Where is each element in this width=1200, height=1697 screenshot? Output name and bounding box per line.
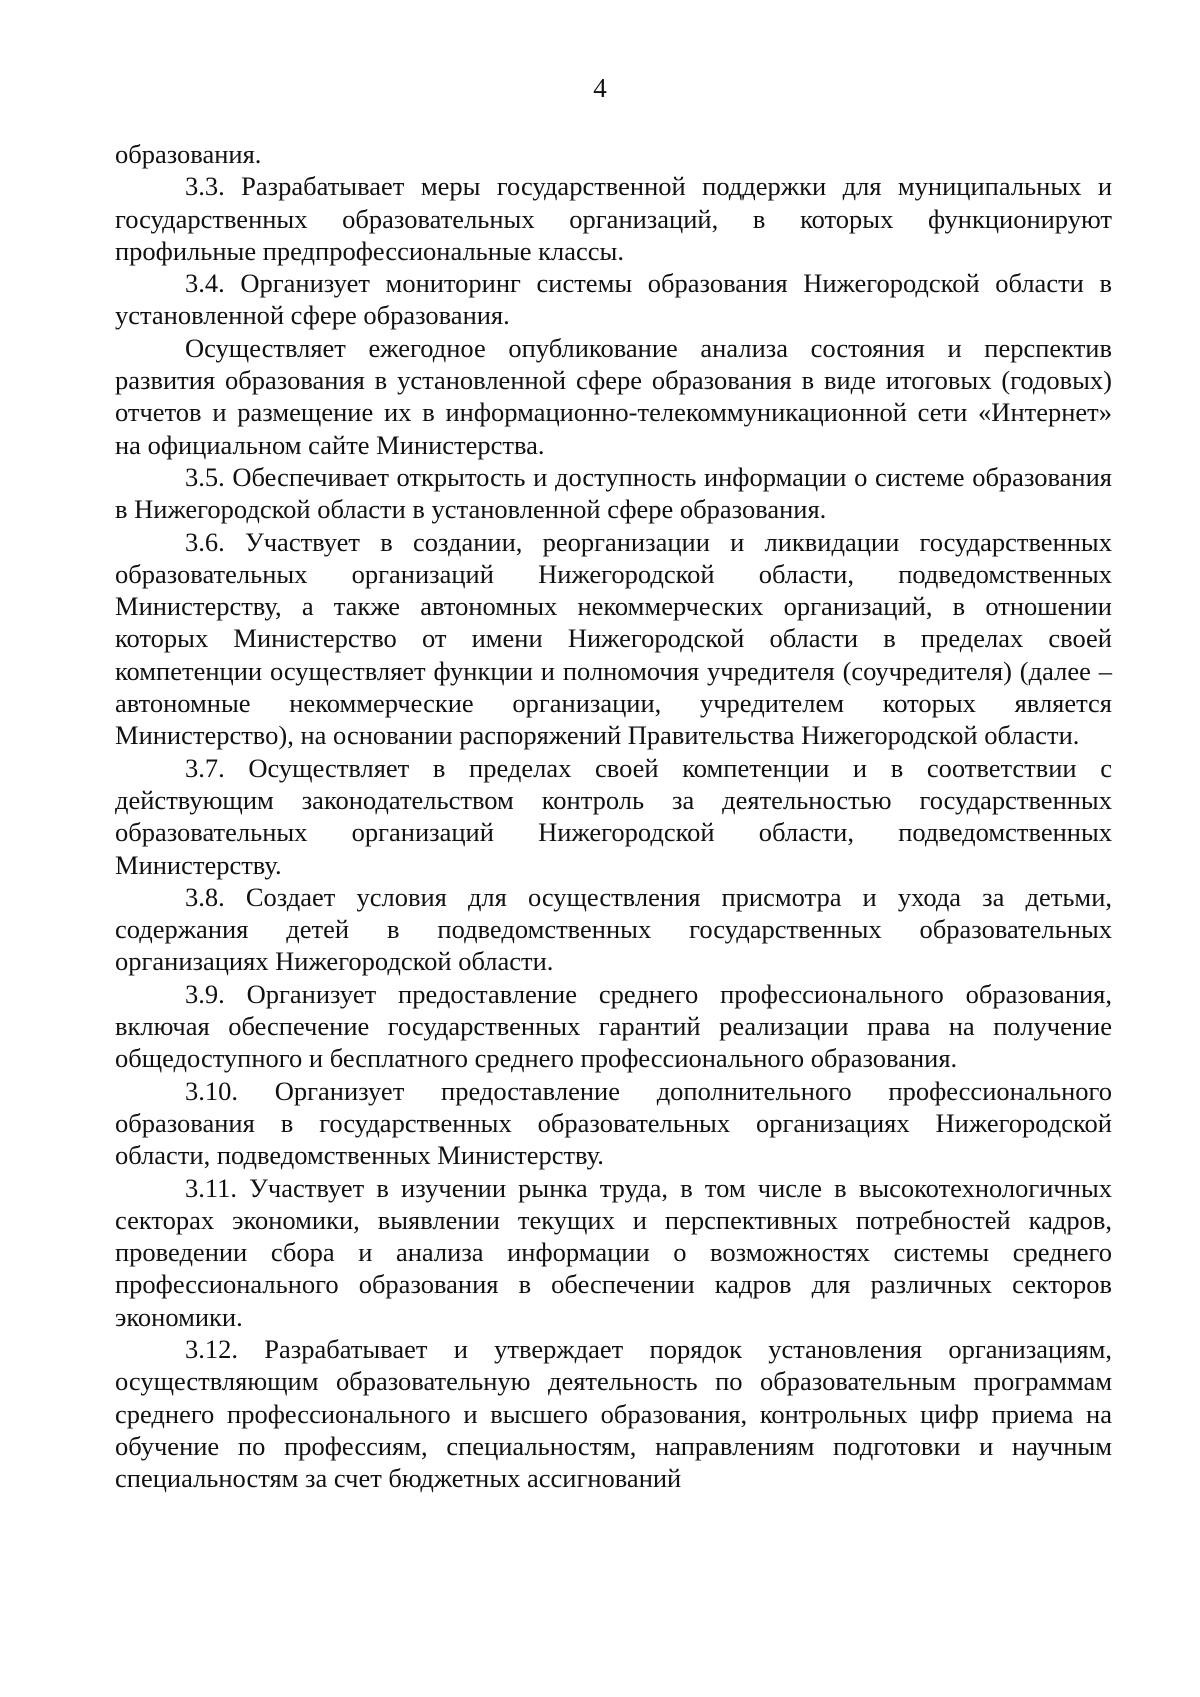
paragraph-3-6: 3.6. Участвует в создании, реорганизации и ликвидации государственных образовательных организаций Нижегородской области, подведомственных Министерству, а также автономных некоммерческих организаций, в отношении которых Министерство от имени Нижегородской области в пределах своей компетенции осуществляет функции и полномочия учредителя (соучредителя) (далее – автономные некоммерческие организации, учредителем которых является Министерство), на основании распоряжений Правительства Нижегородской области. [115, 526, 1112, 751]
paragraph-3-4: 3.4. Организует мониторинг системы образования Нижегородской области в установленной сфере образования. [115, 268, 1112, 331]
paragraph-3-9: 3.9. Организует предоставление среднего профессионального образования, включая обеспечение государственных гарантий реализации права на получение общедоступного и бесплатного среднего профессионального образования. [115, 978, 1112, 1074]
paragraph-3-8: 3.8. Создает условия для осуществления присмотра и ухода за детьми, содержания детей в подведомственных государственных образовательных организациях Нижегородской области. [115, 881, 1112, 977]
paragraph-continuation: образования. [115, 139, 262, 169]
paragraph-3-5: 3.5. Обеспечивает открытость и доступность информации о системе образования в Нижегородской области в установленной сфере образования. [115, 461, 1112, 525]
document-body [115, 138, 1112, 1494]
page-number: 4 [593, 73, 607, 103]
paragraph-3-12: 3.12. Разрабатывает и утверждает порядок установления организациям, осуществляющим образовательную деятельность по образовательным программам среднего профессионального и высшего образования, контрольных цифр приема на обучение по профессиям, специальностям, направлениям подготовки и научным специальностям за счет бюджетных ассигнований [115, 1333, 1112, 1494]
paragraph-3-11: 3.11. Участвует в изучении рынка труда, в том числе в высокотехнологичных секторах экономики, выявлении текущих и перспективных потребностей кадров, проведении сбора и анализа информации о возможностях системы среднего профессионального образования в обеспечении кадров для различных секторов экономики. [115, 1172, 1112, 1332]
paragraph-3-10: 3.10. Организует предоставление дополнительного профессионального образования в государственных образовательных организациях Нижегородской области, подведомственных Министерству. [115, 1075, 1112, 1171]
paragraph-3-7: 3.7. Осуществляет в пределах своей компетенции и в соответствии с действующим законодательством контроль за деятельностью государственных образовательных организаций Нижегородской области, подведомственных Министерству. [115, 752, 1112, 880]
paragraph-3-4-publication: Осуществляет ежегодное опубликование анализа состояния и перспектив развития образования в установленной сфере образования в виде итоговых (годовых) отчетов и размещение их в информационно-телекоммуникационной сети «Интернет» на официальном сайте Министерства. [115, 332, 1112, 460]
paragraph-3-3: 3.3. Разрабатывает меры государственной поддержки для муниципальных и государственных образовательных организаций, в которых функционируют профильные предпрофессиональные классы. [115, 171, 1112, 266]
